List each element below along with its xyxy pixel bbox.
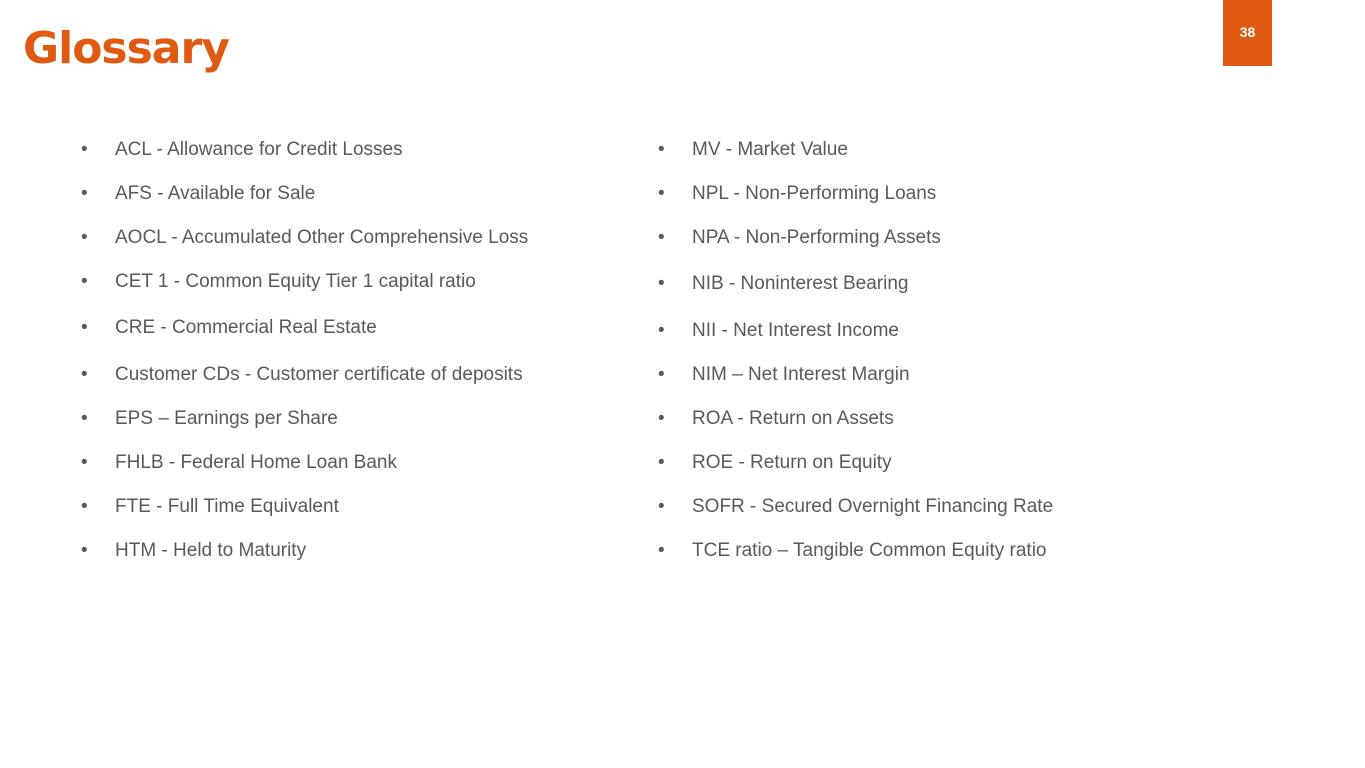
glossary-item [658,493,1053,521]
bullet-icon: • [658,139,665,160]
bullet-icon: • [658,227,665,248]
glossary-item [658,449,892,477]
glossary-term: ROA - Return on Assets [692,408,894,429]
glossary-item [81,493,339,521]
glossary-term: TCE ratio – Tangible Common Equity ratio [692,540,1047,561]
bullet-icon: • [81,183,88,204]
glossary-item [658,361,910,389]
glossary-item [81,180,315,208]
glossary-item [658,405,894,433]
glossary-term: CET 1 - Common Equity Tier 1 capital ratio [115,271,476,292]
bullet-icon: • [81,408,88,429]
bullet-icon: • [81,540,88,561]
glossary-term: NIB - Noninterest Bearing [692,273,909,294]
glossary-item [81,361,523,389]
glossary-term: Customer CDs - Customer certificate of deposits [115,364,523,385]
glossary-term: EPS – Earnings per Share [115,408,338,429]
glossary-item [81,537,306,565]
glossary-item [658,136,848,164]
bullet-icon: • [81,452,88,473]
glossary-term: AOCL - Accumulated Other Comprehensive Loss [115,227,529,248]
bullet-icon: • [81,227,88,248]
glossary-item [658,317,899,345]
glossary-term: SOFR - Secured Overnight Financing Rate [692,496,1054,517]
bullet-icon: • [658,540,665,561]
glossary-term: NPL - Non-Performing Loans [692,183,937,204]
glossary-item [658,537,1046,565]
glossary-term: ACL - Allowance for Credit Losses [115,139,403,160]
page-title: Glossary [23,23,229,74]
bullet-icon: • [658,496,665,517]
glossary-term: ROE - Return on Equity [692,452,892,473]
bullet-icon: • [81,364,88,385]
glossary-term: NPA - Non-Performing Assets [692,227,941,248]
glossary-item [658,180,936,208]
glossary-item [81,314,377,342]
bullet-icon: • [658,320,665,341]
glossary-item [81,449,397,477]
bullet-icon: • [658,183,665,204]
bullet-icon: • [658,273,665,294]
glossary-item [81,268,476,296]
glossary-term: NIM – Net Interest Margin [692,364,910,385]
glossary-term: AFS - Available for Sale [115,183,316,204]
bullet-icon: • [81,271,88,292]
glossary-term: FHLB - Federal Home Loan Bank [115,452,397,473]
glossary-term: HTM - Held to Maturity [115,540,307,561]
glossary-term: CRE - Commercial Real Estate [115,317,377,338]
glossary-item [81,136,403,164]
glossary-item [658,224,941,252]
bullet-icon: • [658,452,665,473]
bullet-icon: • [81,496,88,517]
bullet-icon: • [81,139,88,160]
page-number-badge: 38 [1223,0,1272,66]
glossary-item [658,270,909,298]
glossary-term: MV - Market Value [692,139,848,160]
glossary-item [81,405,338,433]
bullet-icon: • [81,317,88,338]
bullet-icon: • [658,408,665,429]
glossary-term: NII - Net Interest Income [692,320,899,341]
glossary-item [81,224,528,252]
glossary-term: FTE - Full Time Equivalent [115,496,339,517]
bullet-icon: • [658,364,665,385]
